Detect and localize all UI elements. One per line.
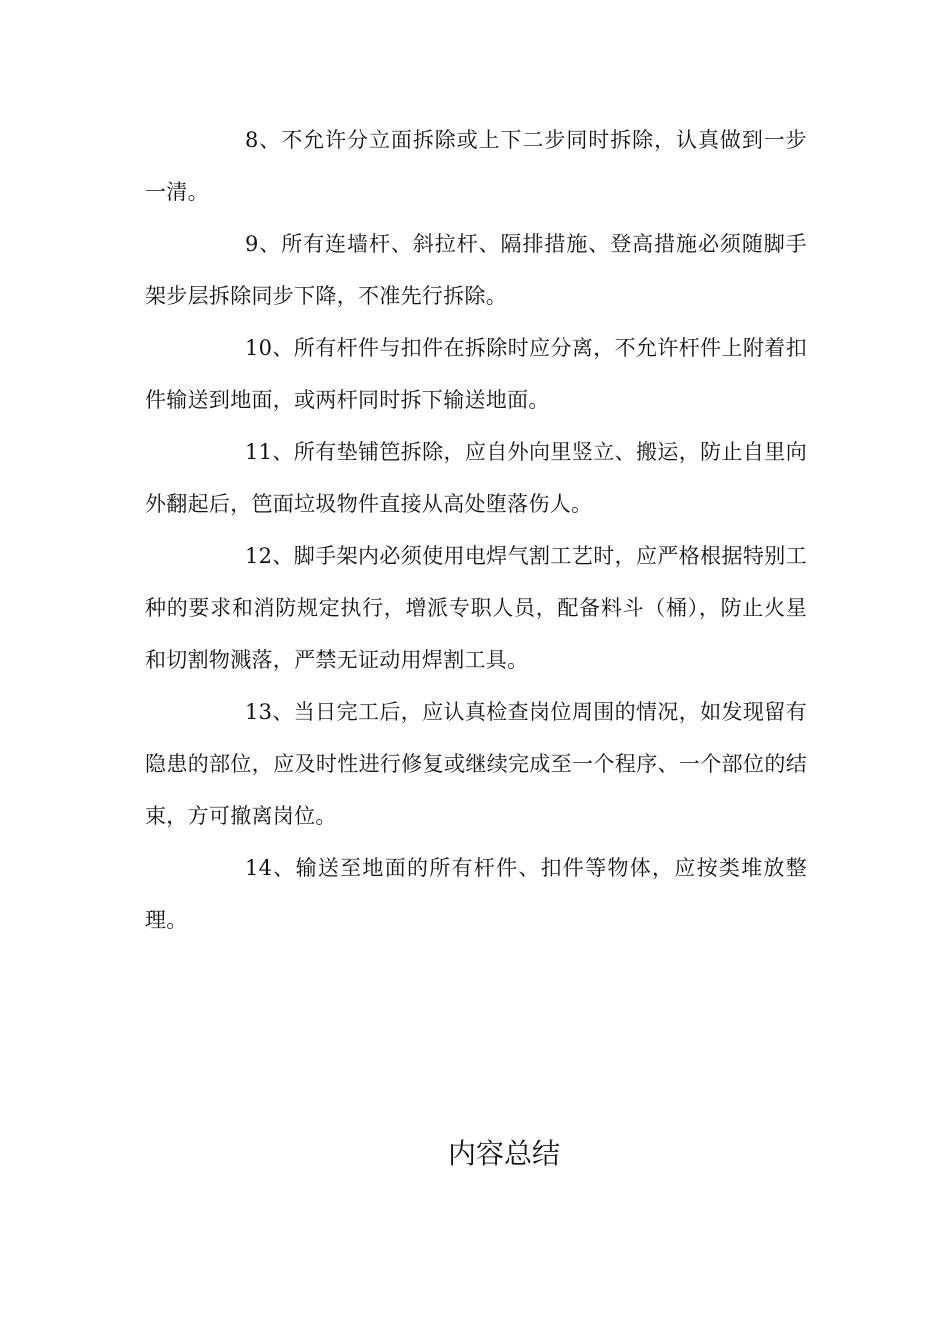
paragraph-item-13: 13、当日完工后，应认真检查岗位周围的情况，如发现留有隐患的部位，应及时性进行修复或继续完成至一个程序、一个部位的结束，方可撤离岗位。: [145, 700, 807, 828]
paragraph-item-8: 8、不允许分立面拆除或上下二步同时拆除，认真做到一步一清。: [145, 128, 807, 204]
paragraph-item-10: 10、所有杆件与扣件在拆除时应分离，不允许杆件上附着扣件输送到地面，或两杆同时拆下输送地面。: [145, 336, 807, 412]
paragraph-item-9: 9、所有连墙杆、斜拉杆、隔排措施、登高措施必须随脚手架步层拆除同步下降，不准先行拆除。: [145, 232, 807, 308]
paragraph-item-12: 12、脚手架内必须使用电焊气割工艺时，应严格根据特别工种的要求和消防规定执行，增派专职人员，配备料斗（桶），防止火星和切割物溅落，严禁无证动用焊割工具。: [145, 544, 807, 672]
section-title: 内容总结: [447, 1137, 560, 1170]
paragraph-item-14: 14、输送至地面的所有杆件、扣件等物体，应按类堆放整理。: [145, 856, 807, 932]
document-body: [145, 114, 807, 946]
paragraph-item-11: 11、所有垫铺笆拆除，应自外向里竖立、搬运，防止自里向外翻起后，笆面垃圾物件直接从高处堕落伤人。: [145, 440, 807, 516]
